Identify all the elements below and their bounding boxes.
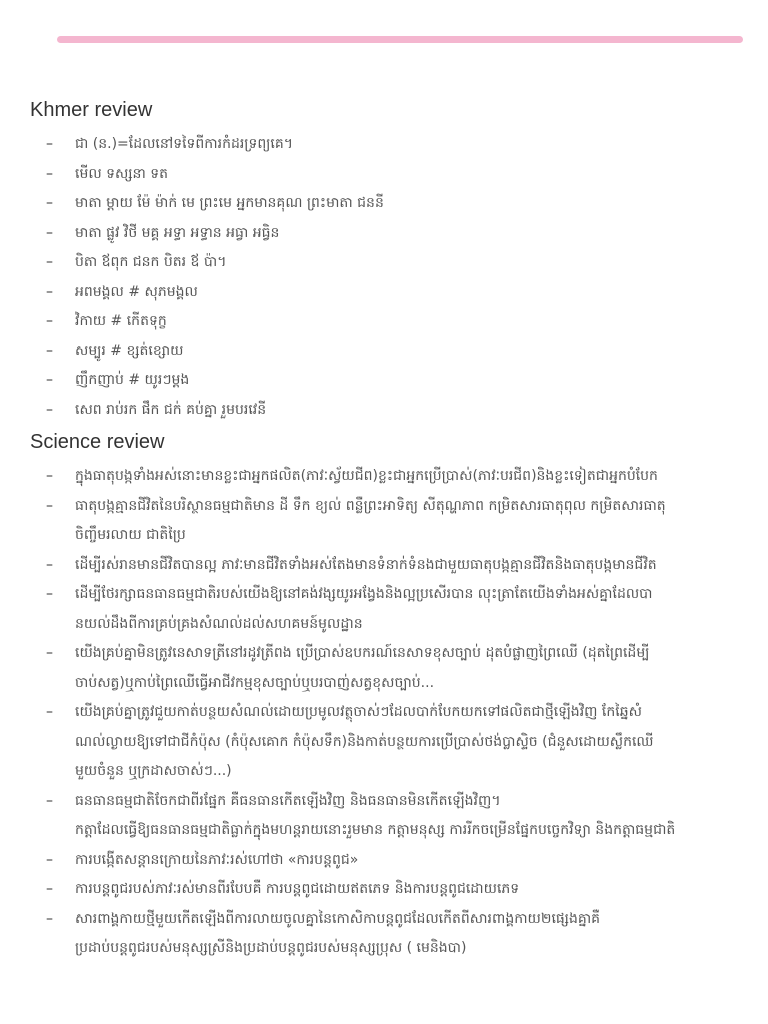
list-item bbox=[0, 130, 768, 160]
list-item-text: ជា (ន.)=ដែលនៅទទៃពីការកំដរទ្រព្យគេ។ bbox=[75, 136, 293, 152]
list-item bbox=[0, 875, 768, 905]
bullet-dash: – bbox=[46, 851, 53, 868]
list-item-text: ញឹកញាប់ # យូរៗម្ដង bbox=[75, 372, 190, 388]
bullet-dash: – bbox=[46, 497, 53, 514]
list-item-text: ដើម្បីថែរក្សាធនធានធម្មជាតិរបស់យើងឱ្យនៅគង់វង្សយូរអង្វែងនិងល្អប្រសើរបាន លុះត្រាតែយើងទាំងអស់គ្នាដែលបា bbox=[75, 586, 653, 602]
list-item bbox=[0, 639, 768, 698]
bullet-dash: – bbox=[46, 283, 53, 300]
list-item bbox=[0, 846, 768, 876]
bullet-dash: – bbox=[46, 136, 53, 152]
list-item-text: ចាប់សត្វ)ឬកាប់ព្រៃឈើធ្វើអាជីវកម្មខុសច្បាប់ឬបរបាញ់សត្វខុសច្បាប់... bbox=[75, 674, 435, 691]
list-item-text: ការបន្តពូជរបស់ភាវៈរស់មានពីរបែបគឺ ការបន្តពូជដោយឥតភេទ និងការបន្តពូជដោយភេទ bbox=[75, 881, 520, 897]
list-item-text: សេព រាប់រក ផឹក ជក់ គប់គ្នា រួមបរវេនី bbox=[75, 401, 267, 418]
list-item-text: អពមង្គល # សុភមង្គល bbox=[75, 283, 198, 300]
list-item-text: កត្តាដែលធ្វើឱ្យធនធានធម្មជាតិធ្លាក់ក្នុងមហន្តរាយនោះរួមមាន កត្តាមនុស្ស ការរីកចម្រើនផ្នែកបច្ចេកវិទ្យា និងកត្តាធម្មជាតិ bbox=[75, 822, 676, 838]
bullet-dash: – bbox=[46, 165, 53, 182]
list-item bbox=[0, 366, 768, 396]
science-review-heading: Science review bbox=[30, 431, 165, 453]
bullet-dash: – bbox=[46, 224, 53, 241]
list-item bbox=[0, 551, 768, 581]
bullet-dash: – bbox=[46, 401, 53, 418]
bullet-dash: – bbox=[46, 195, 53, 211]
list-item-text: ក្នុងធាតុបង្កទាំងអស់នោះមានខ្លះជាអ្នកផលិត(ភាវៈស្វ័យជីព)ខ្លះជាអ្នកប្រើប្រាស់(ភាវៈបរជីព)និងខ្លះទៀតជាអ្នកបំបែក bbox=[75, 468, 658, 484]
list-item bbox=[0, 787, 768, 846]
list-item-text: ដើម្បីរស់រានមានជីវិតបានល្អ ភាវៈមានជីវិតទាំងអស់តែងមានទំនាក់ទំនងជាមួយធាតុបង្កគ្មានជីវិតនិងធាតុបង្កមានជីវិត bbox=[75, 556, 657, 573]
list-item bbox=[0, 337, 768, 367]
list-item bbox=[0, 698, 768, 787]
list-item bbox=[0, 278, 768, 308]
list-item-text: វិកាយ # កើតទុក្ខ bbox=[75, 313, 167, 329]
list-item-text: យើងគ្រប់គ្នាមិនត្រូវនេសាទត្រីនៅរដូវត្រីពង ប្រើប្រាស់ឧបករណ៍នេសាទខុសច្បាប់ ដុតបំផ្លាញព្រៃឈើ (ដុតព្រៃដើម្បី bbox=[75, 645, 650, 661]
bullet-dash: – bbox=[46, 342, 53, 359]
bullet-dash: – bbox=[46, 881, 53, 897]
khmer-review-heading: Khmer review bbox=[30, 99, 153, 121]
list-item-text: ប្រដាប់បន្តពូជរបស់មនុស្សស្រីនិងប្រដាប់បន្តពូជរបស់មនុស្សប្រុស ( មេនិងបា) bbox=[75, 940, 467, 956]
list-item-text: ធាតុបង្កគ្មានជីវិតនៃបរិស្ថានធម្មជាតិមាន ដី ទឹក ខ្យល់ ពន្លឺព្រះអាទិត្យ សីតុណ្ហភាព កម្រិតសារធាតុពុល កម្រិតសារធាតុ bbox=[75, 497, 666, 514]
list-item bbox=[0, 492, 768, 551]
list-item bbox=[0, 248, 768, 278]
list-item bbox=[0, 462, 768, 492]
list-item-text: មាតា ផ្លូវ វិថី មគ្គ អទ្ធា អទ្ធាន អធ្វា អធ្វិន bbox=[75, 224, 280, 241]
khmer-review-list bbox=[0, 130, 768, 425]
list-item bbox=[0, 219, 768, 249]
list-item-text: ការបង្កើតសន្តានក្រោយនៃភាវៈរស់ហៅថា «ការបន្តពូជ» bbox=[75, 851, 359, 868]
list-item-text: មាតា ម្ដាយ ម៉ែ ម៉ាក់ មេ ព្រះមេ អ្នកមានគុណ ព្រះមាតា ជននី bbox=[75, 195, 384, 211]
science-review-list bbox=[0, 462, 768, 964]
bullet-dash: – bbox=[46, 313, 53, 329]
list-item bbox=[0, 580, 768, 639]
top-accent-bar bbox=[57, 36, 743, 43]
list-item-text: នយល់ដឹងពីការគ្រប់គ្រងសំណល់ដល់សហគមន៍មូលដ្ឋាន bbox=[75, 615, 363, 632]
bullet-dash: – bbox=[46, 586, 53, 602]
list-item-text: ចិញ្ចឹមរលាយ ជាតិប្រៃ bbox=[75, 527, 186, 543]
list-item bbox=[0, 307, 768, 337]
list-item-text: មួយចំនួន ឬក្រដាសចាស់ៗ...) bbox=[75, 763, 232, 779]
list-item-text: យើងគ្រប់គ្នាត្រូវជួយកាត់បន្ថយសំណល់ដោយប្រមូលវត្ថុចាស់ៗដែលបាក់បែកយកទៅផលិតជាថ្មីឡើងវិញ កែឆ្នៃសំ bbox=[75, 704, 642, 720]
bullet-dash: – bbox=[46, 556, 53, 573]
list-item bbox=[0, 396, 768, 426]
list-item-text: មើល ទស្សនា ទត bbox=[75, 165, 169, 182]
list-item-text: បិតា ឪពុក ជនក បិតរ ឪ ប៉ា។ bbox=[75, 254, 227, 270]
list-item bbox=[0, 189, 768, 219]
list-item bbox=[0, 905, 768, 964]
bullet-dash: – bbox=[46, 254, 53, 270]
list-item-text: ណល់ល្ងាយឱ្យទៅជាជីកំប៉ុស (កំប៉ុសគោក កំប៉ុសទឹក)និងកាត់បន្ថយការប្រើប្រាស់ថង់ប្លាស្ទិច (ជំនួសដោយស្លឹកឈើ bbox=[75, 733, 654, 750]
bullet-dash: – bbox=[46, 792, 53, 809]
list-item bbox=[0, 160, 768, 190]
bullet-dash: – bbox=[46, 468, 53, 484]
bullet-dash: – bbox=[46, 645, 53, 661]
list-item-text: ធនធានធម្មជាតិចែកជាពីរផ្នែក គឺធនធានកើតឡើងវិញ និងធនធានមិនកើតឡើងវិញ។ bbox=[75, 792, 501, 809]
list-item-text: សារពាង្គកាយថ្មីមួយកើតឡើងពីការលាយចូលគ្នានៃកោសិកាបន្តពូជដែលកើតពីសារពាង្គកាយ២ផ្សេងគ្នាគឺ bbox=[75, 910, 601, 927]
bullet-dash: – bbox=[46, 704, 53, 720]
bullet-dash: – bbox=[46, 910, 53, 927]
list-item-text: សម្បូរ # ខ្សត់ខ្សោយ bbox=[75, 342, 184, 359]
bullet-dash: – bbox=[46, 372, 53, 388]
